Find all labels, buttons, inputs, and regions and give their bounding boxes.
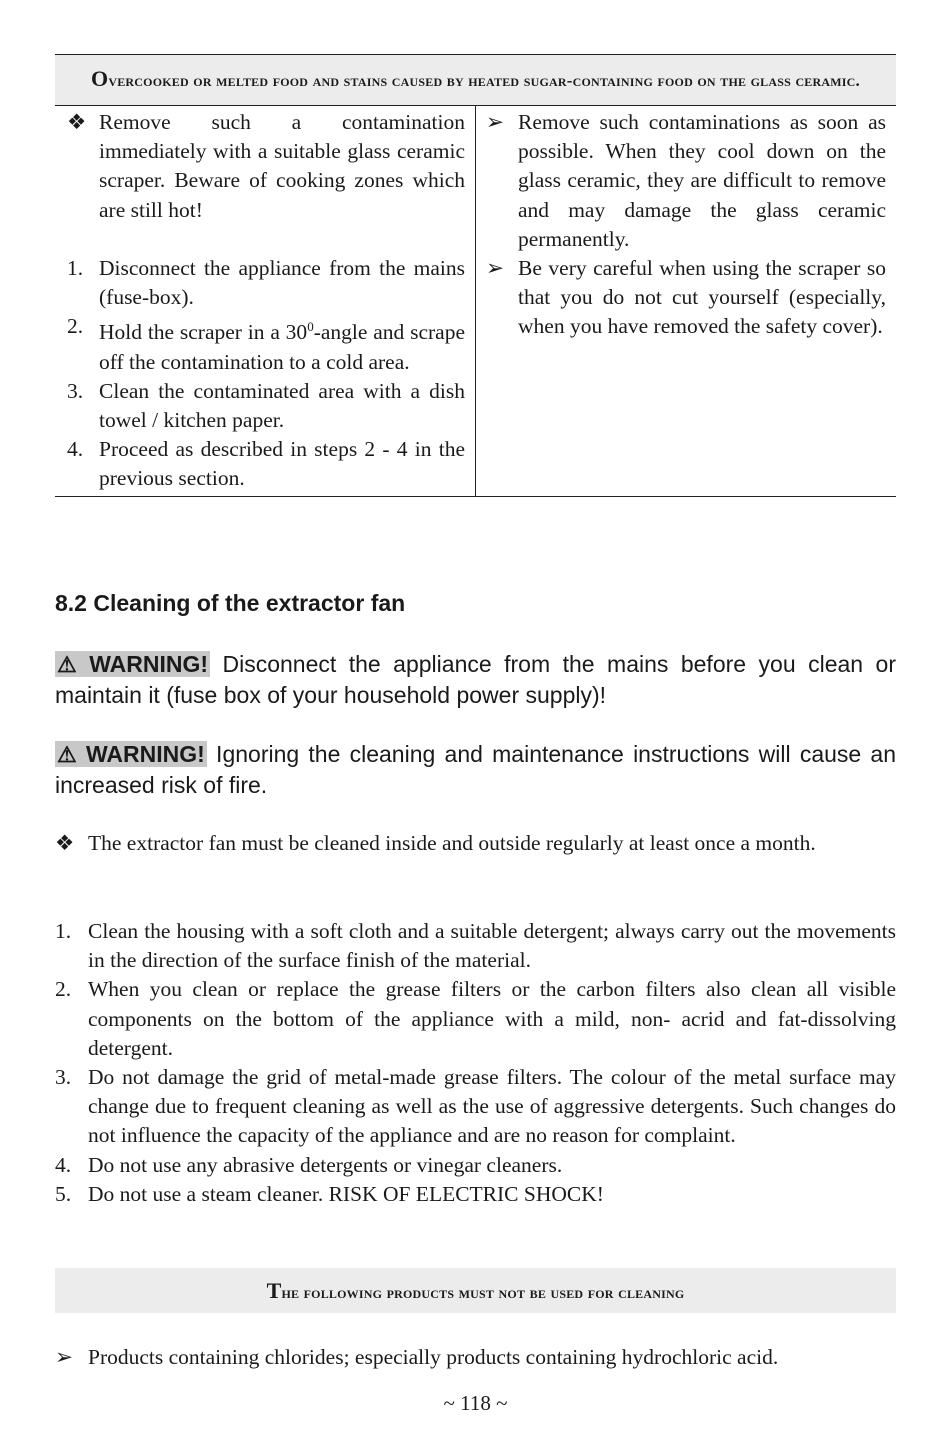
warning-label: ⚠ WARNING! — [55, 741, 207, 767]
list-item — [55, 975, 896, 1063]
diamond-bullet-icon: ❖ — [67, 110, 87, 134]
right-item-text: Be very careful when using the scraper so that you do not cut yourself (especially, when you have removed the safety cover). — [518, 256, 886, 339]
step-number: 4. — [67, 437, 84, 462]
step-text: Do not damage the grid of metal-made grease filters. The colour of the metal surface may change due to frequent cleaning as well as the use of aggressive detergents. Such changes do not influence the capacity of the appliance and are no reason for complaint. — [88, 1065, 896, 1148]
arrow-bullet-icon: ➢ — [486, 110, 505, 134]
list-item — [55, 1151, 896, 1180]
list-item — [55, 917, 896, 975]
step-number: 1. — [55, 919, 72, 943]
step-text: Do not use a steam cleaner. RISK OF ELECTRIC SHOCK! — [88, 1181, 604, 1206]
step-number: 5. — [55, 1181, 72, 1206]
step-text: Do not use any abrasive detergents or vinegar cleaners. — [88, 1152, 563, 1177]
list-item — [486, 108, 886, 254]
step-text: Hold the scraper in a $30^0$-angle and scrape off the contamination to a cold area. — [99, 319, 465, 374]
step-text: Clean the contaminated area with a dish towel / kitchen paper. — [99, 378, 465, 432]
right-item-text: Remove such contaminations as soon as possible. When they cool down on the glass ceramic, they are difficult to remove and may damage the glass ceramic permanently. — [518, 110, 886, 251]
list-item — [67, 254, 465, 312]
products-list — [55, 1343, 896, 1372]
cleaning-steps — [55, 917, 896, 1209]
warning-2 — [55, 739, 896, 800]
page-number: ~ 118 ~ — [443, 1391, 508, 1415]
step-number: 3. — [67, 378, 84, 403]
banner-text: he following products must not be used for cleaning — [281, 1283, 685, 1302]
step-text: Disconnect the appliance from the mains (fuse-box). — [99, 255, 465, 310]
banner-initial: T — [266, 1278, 282, 1303]
list-item — [55, 1180, 896, 1209]
arrow-bullet-icon: ➢ — [55, 1345, 74, 1369]
list-item — [67, 312, 465, 377]
table-body — [55, 106, 896, 496]
table-left-column — [55, 106, 476, 496]
warning-triangle-icon: ⚠ — [57, 652, 77, 677]
step-number: 4. — [55, 1152, 72, 1177]
warning-text: Disconnect the appliance from the mains before you clean or maintain it (fuse box of your household power supply)! — [55, 651, 896, 708]
diamond-bullet-icon: ❖ — [55, 831, 75, 855]
product-text: Products containing chlorides; especially products containing hydrochloric acid. — [88, 1345, 779, 1369]
list-item — [486, 254, 886, 342]
table-header-initial: O — [91, 66, 109, 91]
arrow-bullet-icon: ➢ — [486, 256, 505, 281]
warning-text: Ignoring the cleaning and maintenance instructions will cause an increased risk of fire. — [55, 741, 897, 798]
table-header — [55, 55, 896, 106]
left-bullet-text: Remove such a contamination immediately with a suitable glass ceramic scraper. Beware of cooking zones which are still hot! — [99, 110, 465, 222]
step-text: Proceed as described in steps 2 - 4 in the previous section. — [99, 437, 465, 491]
degree-superscript: 0 — [307, 319, 314, 335]
step-text: Clean the housing with a soft cloth and a suitable detergent; always carry out the movements in the direction of the surface finish of the material. — [88, 919, 896, 973]
step-number: 3. — [55, 1065, 72, 1090]
list-item — [67, 435, 465, 493]
list-item — [55, 1063, 896, 1151]
list-item — [67, 377, 465, 435]
list-item — [67, 108, 465, 225]
table-header-text: vercooked or melted food and stains caused by heated sugar-containing food on the glass ceramic. — [108, 71, 860, 90]
cleaning-table — [55, 54, 896, 497]
warning-label: ⚠ WARNING! — [55, 651, 210, 677]
bullet-text: The extractor fan must be cleaned inside and outside regularly at least once a month. — [88, 831, 816, 855]
products-banner — [55, 1268, 896, 1313]
table-right-column — [476, 106, 896, 496]
list-item — [55, 1343, 896, 1372]
step-text: When you clean or replace the grease filters or the carbon filters also clean all visible components on the bottom of the appliance with a mild, non- acrid and fat-dissolving detergent. — [88, 977, 896, 1060]
step-number: 1. — [67, 255, 84, 280]
step-number: 2. — [67, 314, 84, 339]
warning-triangle-icon: ⚠ — [57, 742, 77, 767]
step-number: 2. — [55, 977, 72, 1002]
cleaning-bullet — [55, 829, 896, 858]
list-item — [55, 829, 896, 858]
section-title: 8.2 Cleaning of the extractor fan — [55, 590, 406, 616]
warning-1 — [55, 649, 896, 710]
page — [55, 54, 897, 1415]
